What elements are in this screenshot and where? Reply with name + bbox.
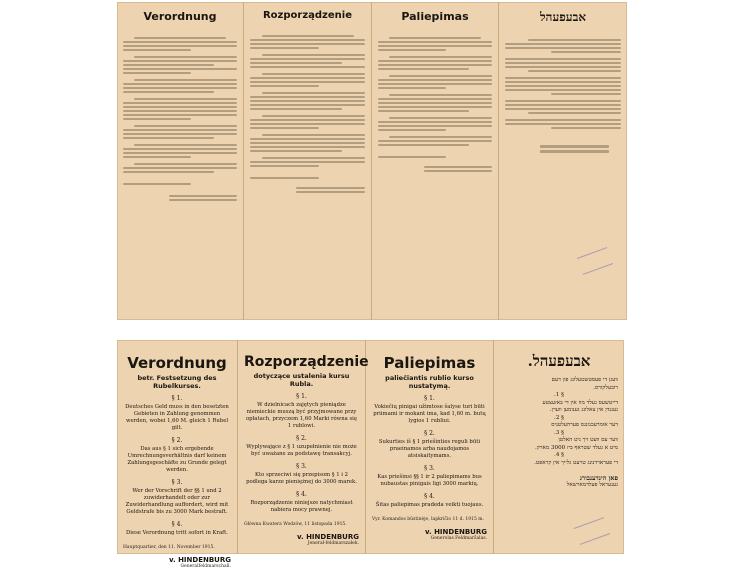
section-text: Deutsches Geld muss in den besetzten Gebieten in Zahlung genommen werden, wobei 1,60 M. gleich 1 Rubel gilt. bbox=[125, 404, 229, 431]
top-column-lithuanian bbox=[372, 2, 499, 320]
section-number: § 1. bbox=[171, 395, 183, 402]
section-text: Kto sprzeciwi się przepisom § 1 i 2 podlega karze pieniężnej do 3000 marek. bbox=[246, 471, 357, 485]
text-block bbox=[378, 117, 492, 131]
text-block bbox=[250, 115, 365, 129]
text-block bbox=[378, 156, 492, 158]
top-column-polish bbox=[244, 2, 372, 320]
text-block bbox=[378, 136, 492, 146]
section-text: Šitas paliepimas pradeda veikti tuojaus. bbox=[375, 501, 484, 508]
bottom-lithuanian-subtitle: paliečiantis rublio kurso nustatymą. bbox=[385, 374, 474, 390]
signature-title: Jenerał-feldmarszałek. bbox=[307, 540, 359, 546]
section-number: § 3. bbox=[424, 464, 435, 472]
section-number: § 3. bbox=[554, 429, 564, 436]
signature: פאן הינדענבורג bbox=[579, 473, 618, 482]
bottom-column-yiddish bbox=[494, 340, 624, 554]
top-lithuanian-title: Paliepimas bbox=[401, 10, 469, 23]
yiddish-text bbox=[500, 377, 618, 468]
section-number: § 1. bbox=[296, 393, 307, 400]
bottom-lithuanian-title: Paliepimas bbox=[383, 354, 476, 372]
text-block bbox=[505, 58, 621, 72]
section-text: Das aus § 1 sich ergebende Umrechnungsverhältnis darf keinem Zahlungsgeschäfte zu Grunde gelegt werden. bbox=[127, 445, 227, 473]
text-block bbox=[123, 144, 237, 158]
text-block bbox=[123, 163, 237, 173]
section-number: § 1. bbox=[424, 395, 435, 402]
text-block bbox=[250, 35, 365, 49]
section-text: Vokiečių pinigai užimtose šalyse turi būti priimami ir mokant ima, kad 1,60 m. butų lygios 1 rubliui. bbox=[373, 404, 486, 424]
text-block bbox=[123, 37, 237, 51]
text-block bbox=[505, 39, 621, 53]
section-number: § 4. bbox=[424, 492, 435, 500]
signature-block bbox=[250, 187, 365, 193]
top-polish-title: Rozporządzenie bbox=[262, 10, 352, 21]
bottom-poster-sheet bbox=[117, 340, 624, 569]
text-block bbox=[123, 98, 237, 120]
ink-stamp bbox=[577, 247, 613, 275]
text-block bbox=[123, 183, 237, 185]
signature-block bbox=[505, 145, 621, 153]
bottom-polish-subtitle: dotyczące ustalenia kursu Rubla. bbox=[253, 372, 350, 388]
text-block bbox=[378, 37, 492, 51]
place-date: Hauptquartier, den 11. November 1915. bbox=[123, 544, 215, 550]
text-line: דייטשעס געלד מוז אין די באזעצטע bbox=[542, 399, 618, 406]
top-poster-sheet bbox=[117, 2, 627, 320]
bottom-column-german bbox=[117, 340, 238, 569]
section-text: Diese Verordnung tritt sofort in Kraft. bbox=[126, 529, 228, 536]
section-number: § 4. bbox=[554, 452, 564, 459]
ink-stamp bbox=[574, 517, 610, 545]
section-number: § 2. bbox=[171, 436, 183, 444]
text-line: װעגן די פעסטשטעלונג פון דעם bbox=[551, 377, 618, 383]
section-text: Wer der Vorschrift der §§ 1 und 2 zuwiderhandelt oder zur Zuwiderhandlung auffordert, wird mit Geldstrafe bis zu 3000 Mark bestraft. bbox=[125, 487, 229, 515]
text-block bbox=[123, 79, 237, 93]
signature-title: גענעראל פעלדמארשאל bbox=[566, 482, 618, 489]
text-block bbox=[378, 94, 492, 112]
section-number: § 4. bbox=[296, 490, 307, 498]
signature: v. HINDENBURG bbox=[168, 555, 231, 564]
bottom-yiddish-title: אבעפעהל. bbox=[527, 352, 591, 370]
top-column-german bbox=[117, 2, 244, 320]
text-block bbox=[505, 100, 621, 114]
section-number: § 2. bbox=[424, 429, 435, 437]
text-block bbox=[378, 56, 492, 70]
text-block bbox=[250, 134, 365, 152]
place-date: Główna Kwatera Wodzów, 11 listopada 1915. bbox=[244, 521, 347, 527]
bottom-column-polish bbox=[238, 340, 369, 554]
text-block bbox=[250, 157, 365, 167]
signature-title: Generolas Feldmaršalas. bbox=[430, 535, 487, 541]
section-number: § 3. bbox=[296, 462, 307, 470]
top-column-yiddish bbox=[499, 2, 627, 320]
section-number: § 1. bbox=[554, 392, 564, 399]
section-text: Sukurties iš § 1 priešinties reguli būti praeinamos arba naudojamos atsiskaitymams. bbox=[378, 438, 481, 459]
bottom-polish-title: Rozporządzenie bbox=[244, 354, 369, 370]
bottom-german-subtitle: betr. Festsetzung des Rubelkurses. bbox=[137, 374, 217, 390]
section-number: § 2. bbox=[554, 414, 564, 421]
signature-block bbox=[123, 195, 237, 201]
bottom-german-title: Verordnung bbox=[127, 354, 227, 372]
section-number: § 3. bbox=[171, 478, 183, 486]
section-number: § 4. bbox=[171, 520, 183, 528]
text-line: רובעלקורס. bbox=[593, 384, 618, 391]
text-block bbox=[123, 125, 237, 139]
text-line: מיט א געלד שטראף ביז 3000 מארק. bbox=[534, 444, 618, 451]
text-block bbox=[505, 77, 621, 95]
section-text: Kas priešinsi §§ 1 ir 2 paliepimams bus nubaustas pinigais ligi 3000 markių. bbox=[377, 473, 482, 487]
signature-block bbox=[378, 166, 492, 172]
section-number: § 2. bbox=[296, 434, 307, 442]
text-line: געגנדן אין צאלונג גענומען װערן. bbox=[549, 407, 618, 414]
text-block bbox=[250, 92, 365, 110]
text-line: די פערארדנונג טרעט גלייך אין קראפט. bbox=[534, 460, 618, 467]
section-text: Rozporządzenie niniejsze natychmiast nabiera mocy prawnej. bbox=[250, 499, 353, 513]
text-line: דער אומרעכנונגס פערהעלטניס bbox=[551, 422, 618, 429]
signature-title: Generalfeldmarschall. bbox=[180, 563, 231, 569]
text-block bbox=[250, 54, 365, 68]
bottom-column-lithuanian bbox=[366, 340, 494, 554]
text-block bbox=[123, 56, 237, 74]
section-text: Wyplywające z § 1 uzupełnienie nie może być uważane za podstawę transakcyj. bbox=[246, 443, 357, 457]
text-block bbox=[250, 73, 365, 87]
place-date: Vyr. Komandos būstinėje, lapkričio 11 d. 1915 m. bbox=[372, 516, 484, 522]
text-line: װער עס װעט זיך ניט האלטן bbox=[558, 437, 618, 444]
text-block bbox=[505, 119, 621, 129]
top-yiddish-title: אבעפעהל bbox=[539, 10, 587, 24]
section-text: W dzielnicach zajętych pieniądze niemieckie muszą być przyjmowane przy opłatach, przyczem 1,60 Marki równa się 1 rublowi. bbox=[245, 402, 358, 429]
text-block bbox=[378, 75, 492, 89]
signature: v. HINDENBURG bbox=[424, 527, 487, 536]
top-german-title: Verordnung bbox=[143, 10, 217, 23]
signature: v. HINDENBURG bbox=[296, 532, 359, 541]
text-block bbox=[250, 177, 365, 179]
